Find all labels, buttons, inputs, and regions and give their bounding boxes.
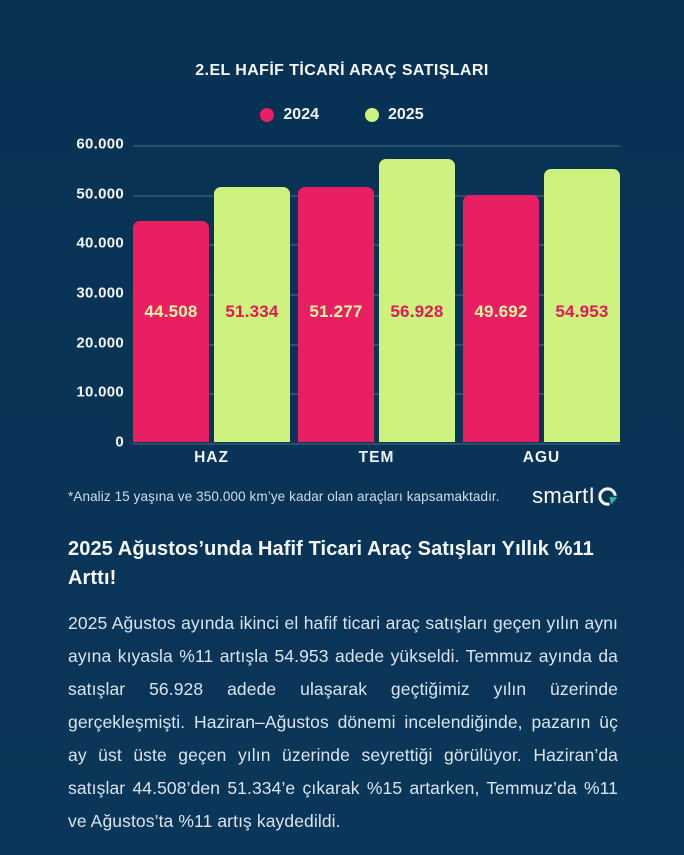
bar-value-label: 54.953	[555, 302, 609, 321]
legend-dot-2024-icon	[260, 108, 274, 122]
smartiq-logo	[532, 483, 620, 509]
bar-group-tem	[298, 144, 455, 442]
x-category-label-haz: HAZ	[194, 449, 229, 466]
bar-value-label: 51.334	[225, 302, 279, 321]
y-tick-label: 60.000	[76, 135, 124, 153]
q-arrow-icon	[597, 485, 620, 508]
bar-value-label: 56.928	[390, 302, 444, 321]
bar-chart	[66, 135, 620, 467]
gridline	[133, 443, 620, 445]
bar-2025-tem	[379, 159, 455, 442]
article-body: 2025 Ağustos ayında ikinci el hafif ticari araç satışları geçen yılın aynı ayına kıyasla %11 artışla 54.953 adede yükseldi. Temmuz ayında da satışlar 56.928 adede ulaşarak geçtiğimiz yılın üzerinde gerçekleşmişti. Haziran–Ağustos dönemi incelendiğinde, pazarın üç ay üst üste geçen yılın üzerinde seyrettiği görülüyor. Haziran’da satışlar 44.508’den 51.334’e çıkarak %15 artarken, Temmuz’da %11 ve Ağustos’ta %11 artış kaydedildi.	[68, 613, 618, 831]
chart-title: 2.EL HAFİF TİCARİ ARAÇ SATIŞLARI	[195, 62, 489, 79]
y-tick-label: 20.000	[76, 334, 124, 352]
bar-2024-tem	[298, 187, 374, 442]
bar-2024-agu	[463, 195, 539, 442]
x-axis	[133, 449, 620, 467]
y-tick-label: 50.000	[76, 185, 124, 203]
smartiq-logo-text: smartI	[532, 483, 595, 508]
bar-value-label: 51.277	[309, 302, 363, 321]
legend-dot-2025-icon	[365, 108, 379, 122]
bar-2025-agu	[544, 169, 620, 442]
bar-group-haz	[133, 144, 290, 442]
bar-value-label: 49.692	[474, 302, 528, 321]
footnote-row	[68, 483, 620, 509]
legend-item-2025	[365, 106, 424, 124]
chart-legend	[0, 106, 684, 124]
bar-groups	[133, 144, 620, 442]
bar-2025-haz	[214, 187, 290, 442]
y-tick-label: 10.000	[76, 383, 124, 401]
bar-group-agu	[463, 144, 620, 442]
x-category-label-agu: AGU	[522, 449, 561, 466]
y-tick-label: 40.000	[76, 234, 124, 252]
analysis-footnote: *Analiz 15 yaşına ve 350.000 km’ye kadar olan araçları kapsamaktadır.	[68, 488, 500, 504]
bar-2024-haz	[133, 221, 209, 442]
x-category-label-tem: TEM	[358, 449, 395, 466]
legend-label-2024: 2024	[283, 106, 319, 123]
plot-area	[133, 144, 620, 442]
y-axis	[66, 135, 124, 451]
legend-label-2025: 2025	[388, 106, 424, 123]
y-tick-label: 0	[115, 433, 124, 451]
bar-value-label: 44.508	[144, 302, 198, 321]
article-headline: 2025 Ağustos’unda Hafif Ticari Araç Satışları Yıllık %11 Arttı!	[68, 538, 594, 589]
y-tick-label: 30.000	[76, 284, 124, 302]
legend-item-2024	[260, 106, 319, 124]
